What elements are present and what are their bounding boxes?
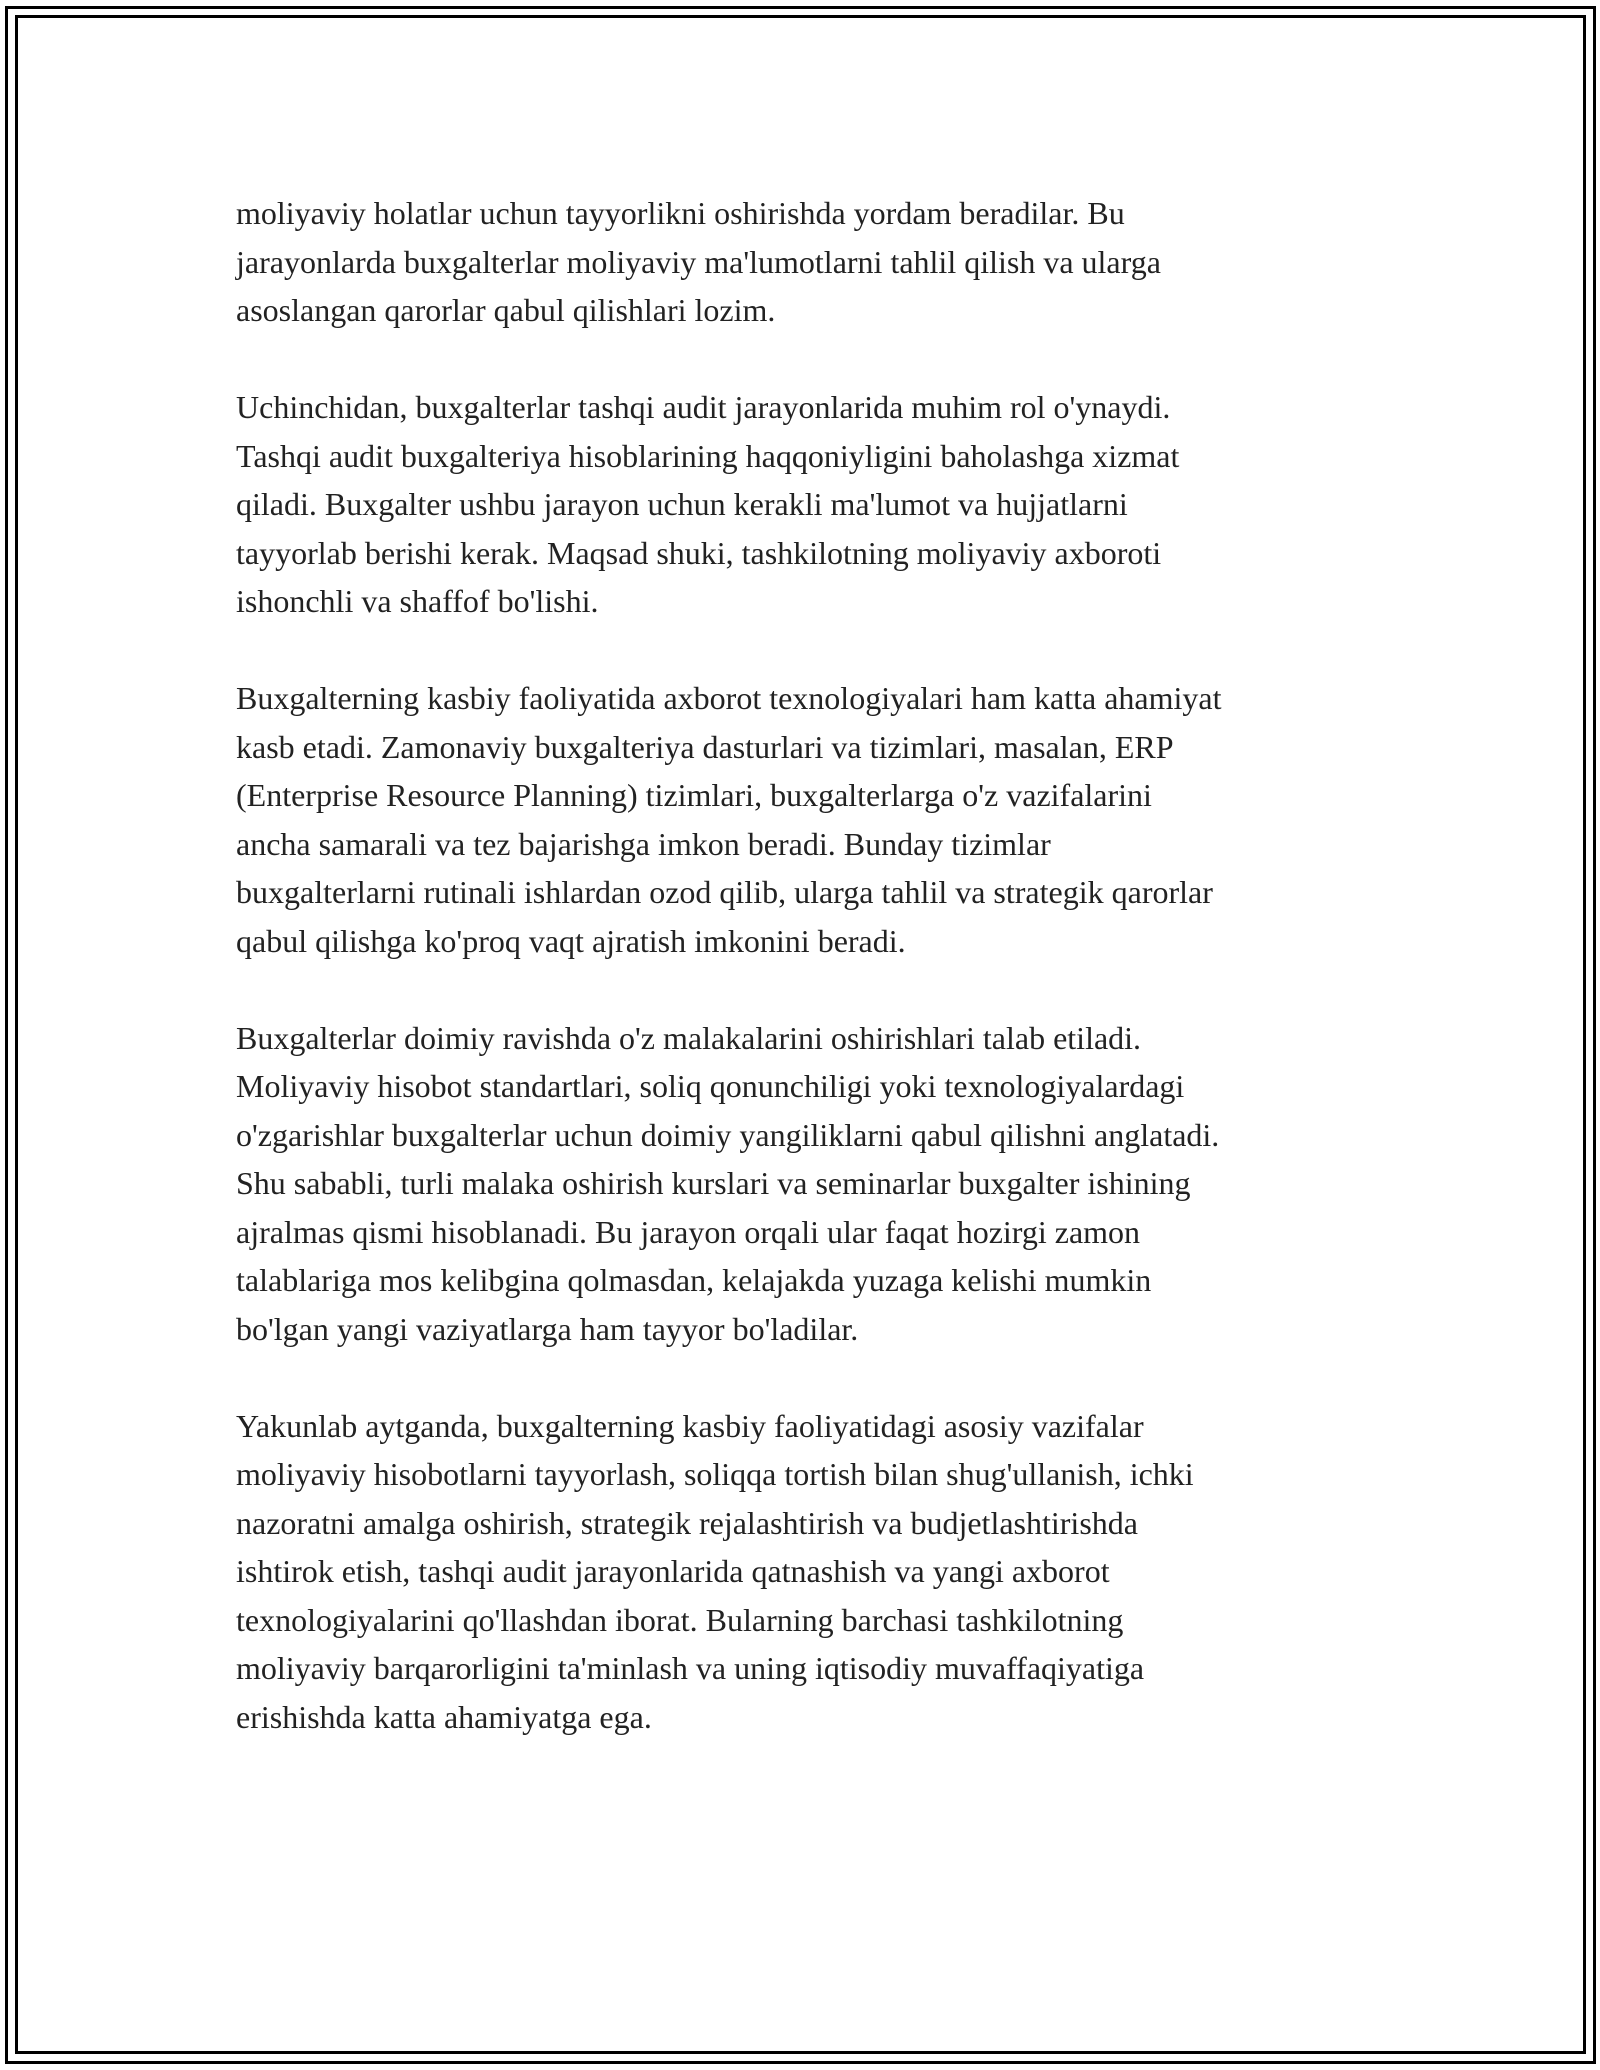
document-body: [236, 189, 1376, 1741]
text-line: texnologiyalarini qo'llashdan iborat. Bularning barchasi tashkilotning: [236, 1601, 1124, 1638]
text-line: moliyaviy hisobotlarni tayyorlash, soliqqa tortish bilan shug'ullanish, ichki: [236, 1456, 1194, 1492]
paragraph-3: [236, 674, 1376, 965]
text-line: Yakunlab aytganda, buxgalterning kasbiy faoliyatidagi asosiy vazifalar: [236, 1407, 1144, 1444]
text-line: erishishda katta ahamiyatga ega.: [236, 1698, 652, 1735]
text-line: qiladi. Buxgalter ushbu jarayon uchun kerakli ma'lumot va hujjatlarni: [236, 486, 1128, 522]
paragraph-2: [236, 383, 1376, 626]
text-line: Tashqi audit buxgalteriya hisoblarining haqqoniyligini baholashga xizmat: [236, 437, 1180, 474]
text-line: tayyorlab berishi kerak. Maqsad shuki, tashkilotning moliyaviy axboroti: [236, 534, 1162, 571]
text-line: Buxgalterlar doimiy ravishda o'z malakalarini oshirishlari talab etiladi.: [236, 1019, 1142, 1056]
text-line: bo'lgan yangi vaziyatlarga ham tayyor bo'ladilar.: [236, 1310, 859, 1347]
text-line: o'zgarishlar buxgalterlar uchun doimiy yangiliklarni qabul qilishni anglatadi.: [236, 1116, 1220, 1153]
text-line: Moliyaviy hisobot standartlari, soliq qonunchiligi yoki texnologiyalardagi: [236, 1068, 1185, 1104]
paragraph-5: [236, 1402, 1376, 1742]
text-line: Shu sababli, turli malaka oshirish kurslari va seminarlar buxgalter ishining: [236, 1165, 1191, 1201]
text-line: (Enterprise Resource Planning) tizimlari, buxgalterlarga o'z vazifalarini: [236, 777, 1152, 813]
paragraph-1: [236, 189, 1376, 335]
text-line: asoslangan qarorlar qabul qilishlari lozim.: [236, 292, 776, 328]
text-line: jarayonlarda buxgalterlar moliyaviy ma'lumotlarni tahlil qilish va ularga: [236, 243, 1161, 280]
text-line: ancha samarali va tez bajarishga imkon beradi. Bunday tizimlar: [236, 825, 1051, 862]
text-line: kasb etadi. Zamonaviy buxgalteriya dasturlari va tizimlari, masalan, ERP: [236, 728, 1174, 765]
text-line: ajralmas qismi hisoblanadi. Bu jarayon orqali ular faqat hozirgi zamon: [236, 1213, 1141, 1250]
paragraph-4: [236, 1014, 1376, 1354]
text-line: moliyaviy holatlar uchun tayyorlikni oshirishda yordam beradilar. Bu: [236, 195, 1125, 231]
text-line: qabul qilishga ko'proq vaqt ajratish imkonini beradi.: [236, 922, 906, 959]
text-line: moliyaviy barqarorligini ta'minlash va uning iqtisodiy muvaffaqiyatiga: [236, 1650, 1145, 1686]
text-line: Buxgalterning kasbiy faoliyatida axborot texnologiyalari ham katta ahamiyat: [236, 680, 1222, 716]
text-line: ishonchli va shaffof bo'lishi.: [236, 583, 599, 619]
text-line: talablariga mos kelibgina qolmasdan, kelajakda yuzaga kelishi mumkin: [236, 1262, 1152, 1298]
text-line: Uchinchidan, buxgalterlar tashqi audit jarayonlarida muhim rol o'ynaydi.: [236, 389, 1171, 425]
text-line: nazoratni amalga oshirish, strategik rejalashtirish va budjetlashtirishda: [236, 1504, 1138, 1541]
text-line: buxgalterlarni rutinali ishlardan ozod qilib, ularga tahlil va strategik qarorlar: [236, 874, 1213, 910]
text-line: ishtirok etish, tashqi audit jarayonlarida qatnashish va yangi axborot: [236, 1553, 1110, 1589]
